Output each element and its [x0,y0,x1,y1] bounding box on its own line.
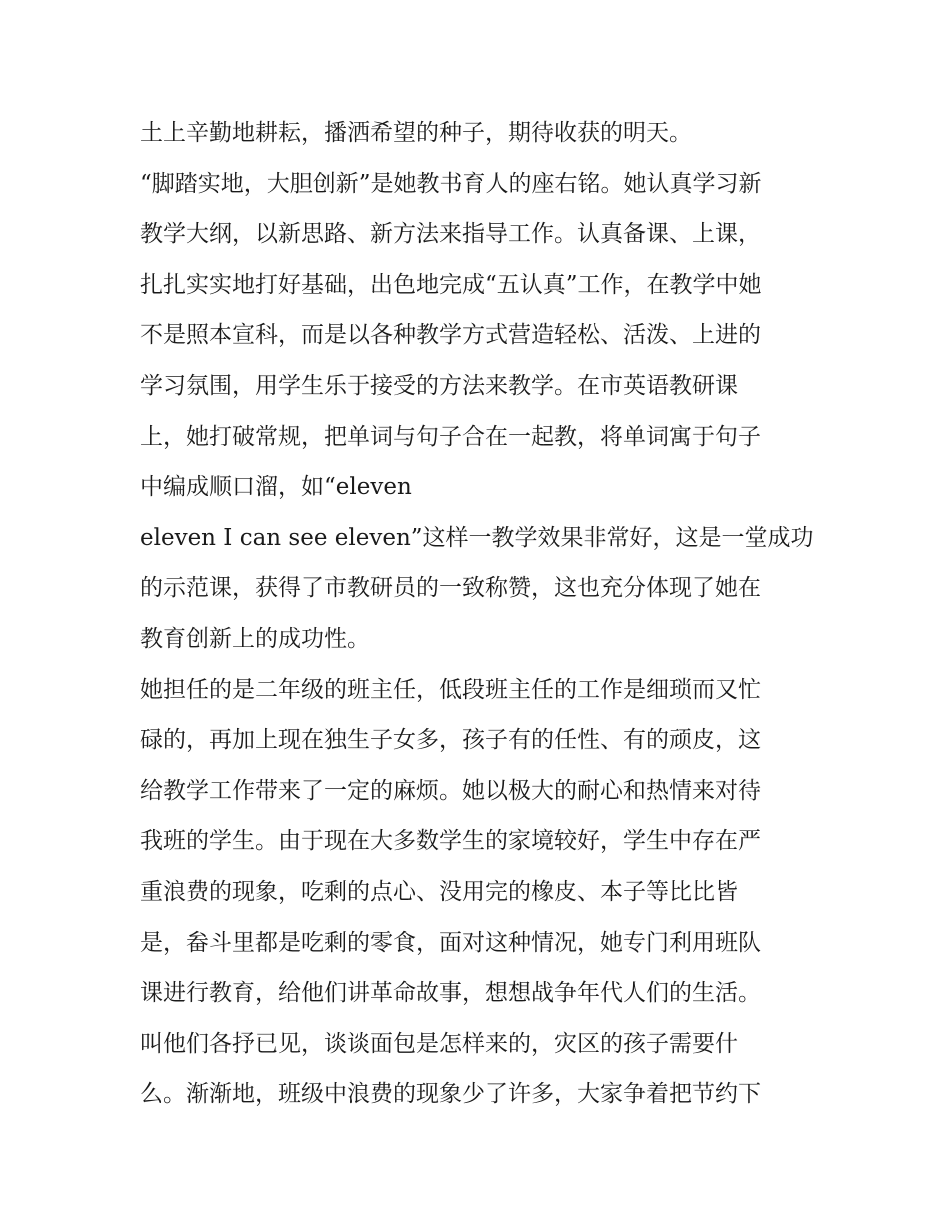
text-line: eleven I can see eleven”这样一教学效果非常好，这是一堂成功 [140,524,814,551]
text-line: 课进行教育，给他们讲革命故事，想想战争年代人们的生活。 [140,980,761,1007]
text-line: 我班的学生。由于现在大多数学生的家境较好，学生中存在严 [140,828,761,855]
text-line: 土上辛勤地耕耘，播洒希望的种子，期待收获的明天。 [140,120,692,146]
text-line: 中编成顺口溜，如“eleven [140,474,412,501]
text-line: 给教学工作带来了一定的麻烦。她以极大的耐心和热情来对待 [140,777,761,804]
text-line: 么。渐渐地，班级中浪费的现象少了许多，大家争着把节约下 [140,1081,761,1108]
body-text [140,108,820,1120]
text-line: 重浪费的现象，吃剩的点心、没用完的橡皮、本子等比比皆 [140,878,738,905]
text-line: 碌的，再加上现在独生子女多，孩子有的任性、有的顽皮，这 [140,727,761,754]
text-line: 教育创新上的成功性。 [140,625,370,652]
text-line: 她担任的是二年级的班主任，低段班主任的工作是细琐而又忙 [140,676,761,703]
text-line: 是，畚斗里都是吃剩的零食，面对这种情况，她专门利用班队 [140,929,761,956]
text-line: 不是照本宣科，而是以各种教学方式营造轻松、活泼、上进的 [140,322,761,349]
text-line: 学习氛围，用学生乐于接受的方法来教学。在市英语教研课 [140,372,738,399]
text-line: 叫他们各抒已见，谈谈面包是怎样来的，灾区的孩子需要什 [140,1030,738,1057]
text-line: 教学大纲，以新思路、新方法来指导工作。认真备课、上课， [140,221,761,248]
text-line: 的示范课，获得了市教研员的一致称赞，这也充分体现了她在 [140,575,761,602]
text-line: 上，她打破常规，把单词与句子合在一起教，将单词寓于句子 [140,423,761,450]
text-line: 扎扎实实地打好基础，出色地完成“五认真”工作，在教学中她 [140,271,762,298]
text-line: “脚踏实地，大胆创新”是她教书育人的座右铭。她认真学习新 [140,170,762,197]
